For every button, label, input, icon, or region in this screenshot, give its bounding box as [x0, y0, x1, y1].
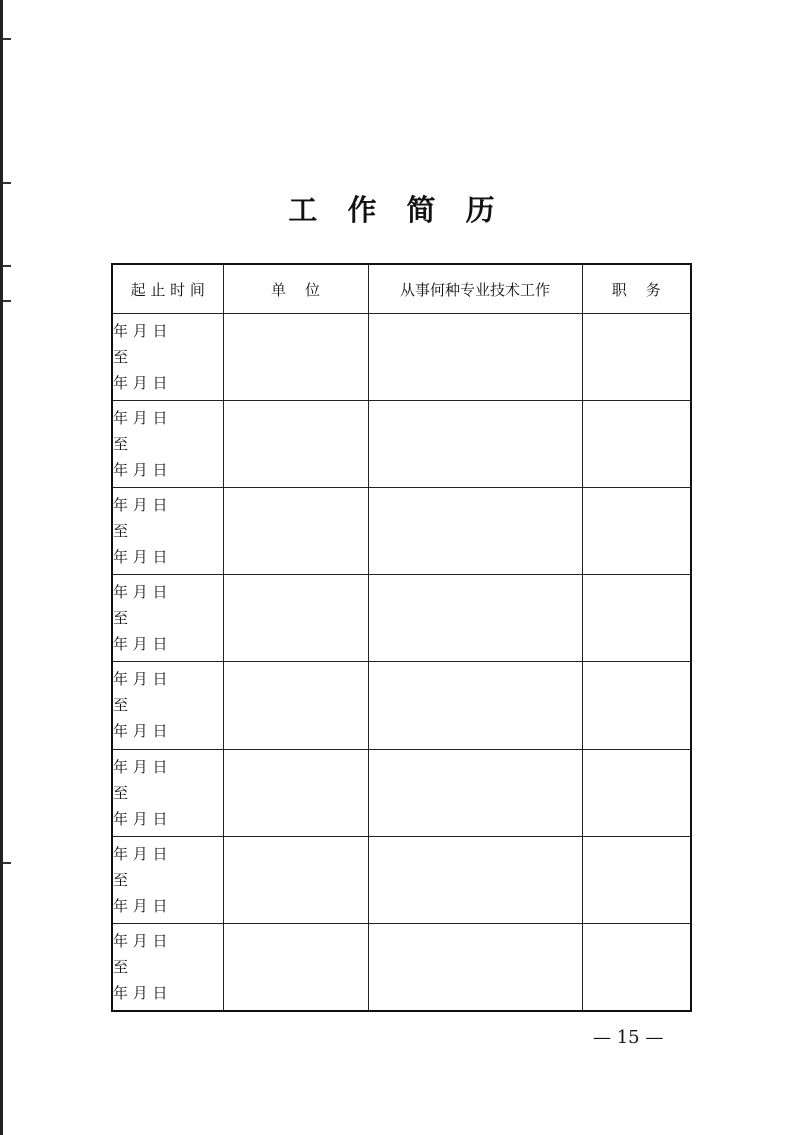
work-cell[interactable]: [368, 488, 582, 575]
position-cell[interactable]: [582, 488, 691, 575]
table-row: [112, 575, 691, 662]
table-row: [112, 488, 691, 575]
period-cell: [112, 401, 223, 488]
unit-cell[interactable]: [223, 923, 368, 1011]
end-date-label: 年 月 日: [113, 722, 168, 741]
position-cell[interactable]: [582, 662, 691, 749]
unit-cell[interactable]: [223, 401, 368, 488]
start-date-label: 年 月 日: [113, 844, 168, 863]
table-row: [112, 662, 691, 749]
position-cell[interactable]: [582, 401, 691, 488]
start-date-label: 年 月 日: [113, 496, 168, 515]
position-cell[interactable]: [582, 749, 691, 836]
start-date-label: 年 月 日: [113, 670, 168, 689]
period-cell: [112, 575, 223, 662]
end-date-label: 年 月 日: [113, 983, 168, 1002]
work-cell[interactable]: [368, 314, 582, 401]
end-date-label: 年 月 日: [113, 374, 168, 393]
header-work: 从事何种专业技术工作: [368, 264, 582, 314]
start-date-label: 年 月 日: [113, 409, 168, 428]
to-label: 至: [113, 696, 129, 715]
table-row: [112, 749, 691, 836]
start-date-label: 年 月 日: [113, 931, 168, 950]
period-cell: [112, 749, 223, 836]
to-label: 至: [113, 435, 129, 454]
page-title: 工 作 简 历: [288, 193, 505, 227]
end-date-label: 年 月 日: [113, 635, 168, 654]
to-label: 至: [113, 957, 129, 976]
work-cell[interactable]: [368, 662, 582, 749]
unit-cell[interactable]: [223, 488, 368, 575]
header-position: 职 务: [582, 264, 691, 314]
work-history-table: [111, 263, 692, 1012]
to-label: 至: [113, 609, 129, 628]
period-cell: [112, 662, 223, 749]
to-label: 至: [113, 870, 129, 889]
to-label: 至: [113, 348, 129, 367]
position-cell[interactable]: [582, 836, 691, 923]
start-date-label: 年 月 日: [113, 583, 168, 602]
work-cell[interactable]: [368, 749, 582, 836]
end-date-label: 年 月 日: [113, 548, 168, 567]
work-cell[interactable]: [368, 575, 582, 662]
period-cell: [112, 314, 223, 401]
to-label: 至: [113, 522, 129, 541]
position-cell[interactable]: [582, 923, 691, 1011]
period-cell: [112, 488, 223, 575]
period-cell: [112, 923, 223, 1011]
unit-cell[interactable]: [223, 749, 368, 836]
start-date-label: 年 月 日: [113, 322, 168, 341]
position-cell[interactable]: [582, 314, 691, 401]
header-period: 起 止 时 间: [112, 264, 223, 314]
position-cell[interactable]: [582, 575, 691, 662]
end-date-label: 年 月 日: [113, 461, 168, 480]
to-label: 至: [113, 783, 129, 802]
period-cell: [112, 836, 223, 923]
unit-cell[interactable]: [223, 575, 368, 662]
table-row: [112, 401, 691, 488]
table-row: [112, 836, 691, 923]
end-date-label: 年 月 日: [113, 809, 168, 828]
scan-mark: [3, 38, 11, 40]
work-cell[interactable]: [368, 401, 582, 488]
unit-cell[interactable]: [223, 836, 368, 923]
unit-cell[interactable]: [223, 662, 368, 749]
work-cell[interactable]: [368, 923, 582, 1011]
page-number: — 15 —: [593, 1027, 664, 1048]
scan-mark: [3, 265, 11, 267]
table-header-row: [112, 264, 691, 314]
table-row: [112, 314, 691, 401]
work-cell[interactable]: [368, 836, 582, 923]
start-date-label: 年 月 日: [113, 757, 168, 776]
scan-mark: [3, 862, 11, 864]
header-unit: 单 位: [223, 264, 368, 314]
unit-cell[interactable]: [223, 314, 368, 401]
scan-edge-border: [0, 0, 3, 1135]
scan-mark: [3, 182, 11, 184]
end-date-label: 年 月 日: [113, 896, 168, 915]
scan-mark: [3, 300, 11, 302]
table-row: [112, 923, 691, 1011]
